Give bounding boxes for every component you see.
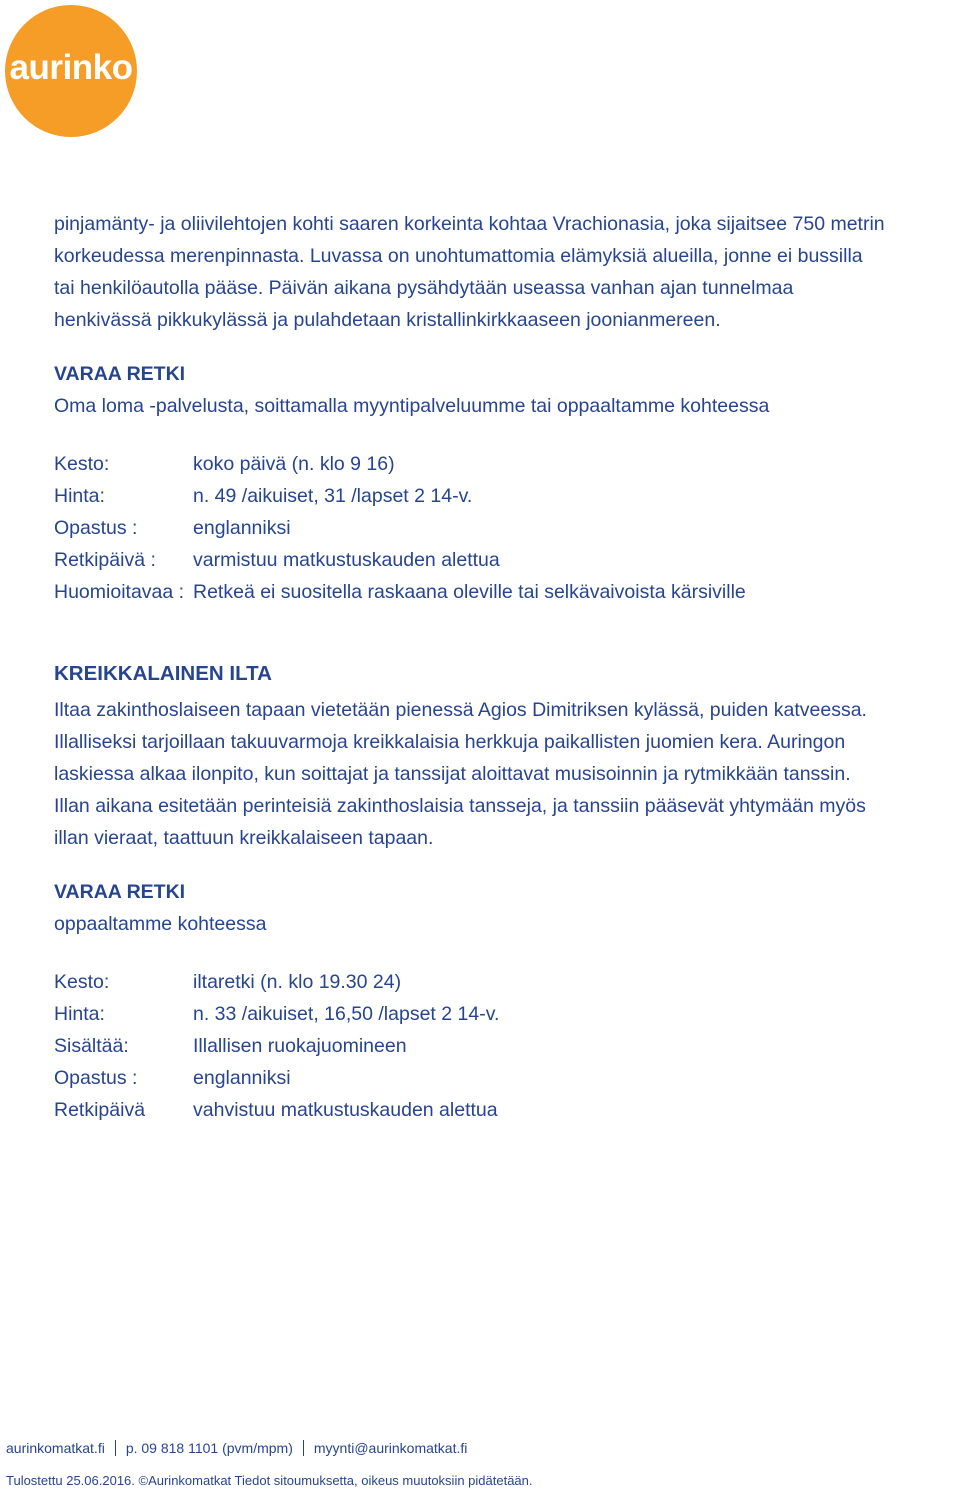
divider [115,1440,116,1456]
desc-line: Illalliseksi tarjoillaan takuuvarmoja kreikkalaisia herkkuja paikallisten juomien kera. Auringon [54,731,846,753]
detail-value: n. 49 /aikuiset, 31 /lapset 2 14-v. [193,485,473,507]
section-description [54,694,959,854]
section-title: KREIKKALAINEN ILTA [54,662,272,685]
intro-line: tai henkilöautolla pääse. Päivän aikana pysähdytään useassa vanhan ajan tunnelmaa [54,277,794,299]
website-link[interactable]: aurinkomatkat.fi [6,1440,105,1456]
book-heading: VARAA RETKI [54,881,186,903]
detail-row-price [54,480,959,512]
detail-row-duration [54,966,959,998]
desc-line: Iltaa zakinthoslaiseen tapaan vietetään pienessä Agios Dimitriksen kylässä, puiden katveessa. [54,699,867,721]
detail-row-tour-day [54,544,959,576]
detail-row-includes [54,1030,959,1062]
detail-value: englanniksi [193,517,291,539]
details-table [54,448,959,608]
book-text: Oma loma -palvelusta, soittamalla myyntipalveluumme tai oppaaltamme kohteessa [54,395,770,417]
divider [303,1440,304,1456]
footer-contact [6,1440,467,1456]
detail-row-guidance [54,1062,959,1094]
detail-row-guidance [54,512,959,544]
detail-row-price [54,998,959,1030]
detail-label: Kesto: [54,971,110,993]
detail-value: Retkeä ei suositella raskaana oleville tai selkävaivoista kärsiville [193,581,746,603]
intro-line: henkivässä pikkukylässä ja pulahdetaan kristallinkirkkaaseen joonianmereen. [54,309,721,331]
intro-paragraph [54,208,959,336]
logo-text: aurinko [9,48,133,87]
detail-label: Huomioitavaa : [54,581,185,603]
detail-value: englanniksi [193,1067,291,1089]
phone-number: p. 09 818 1101 (pvm/mpm) [125,1440,293,1456]
detail-label: Hinta: [54,485,105,507]
book-text: oppaaltamme kohteessa [54,913,267,935]
detail-label: Kesto: [54,453,110,475]
book-heading: VARAA RETKI [54,363,186,385]
email-link[interactable]: myynti@aurinkomatkat.fi [313,1440,468,1456]
aurinko-logo[interactable] [5,5,137,137]
detail-value: iltaretki (n. klo 19.30 24) [193,971,402,993]
desc-line: illan vieraat, taattuun kreikkalaiseen tapaan. [54,827,434,849]
detail-label: Retkipäivä : [54,549,156,571]
detail-label: Retkipäivä [54,1099,146,1121]
desc-line: Illan aikana esitetään perinteisiä zakinthoslaisia tansseja, ja tanssiin pääsevät yhtymään myös [54,795,866,817]
detail-value: Illallisen ruokajuomineen [193,1035,407,1057]
detail-value: n. 33 /aikuiset, 16,50 /lapset 2 14-v. [193,1003,500,1025]
main-content [54,208,959,1126]
detail-value: koko päivä (n. klo 9 16) [193,453,395,475]
intro-line: pinjamänty- ja oliivilehtojen kohti saaren korkeinta kohtaa Vrachionasia, joka sijaitsee 750 metrin [54,213,885,235]
details-table [54,966,959,1126]
detail-label: Opastus : [54,1067,138,1089]
detail-label: Opastus : [54,517,138,539]
detail-row-tour-day [54,1094,959,1126]
detail-row-duration [54,448,959,480]
detail-value: varmistuu matkustuskauden alettua [193,549,500,571]
detail-label: Sisältää: [54,1035,129,1057]
detail-row-note [54,576,959,608]
detail-label: Hinta: [54,1003,105,1025]
footer-printed: Tulostettu 25.06.2016. ©Aurinkomatkat Tiedot sitoumuksetta, oikeus muutoksiin pidätetään. [6,1473,533,1488]
detail-value: vahvistuu matkustuskauden alettua [193,1099,498,1121]
desc-line: laskiessa alkaa ilonpito, kun soittajat ja tanssijat aloittavat musisoinnin ja rytmikkään tanssin. [54,763,851,785]
intro-line: korkeudessa merenpinnasta. Luvassa on unohtumattomia elämyksiä alueilla, jonne ei bussilla [54,245,863,267]
